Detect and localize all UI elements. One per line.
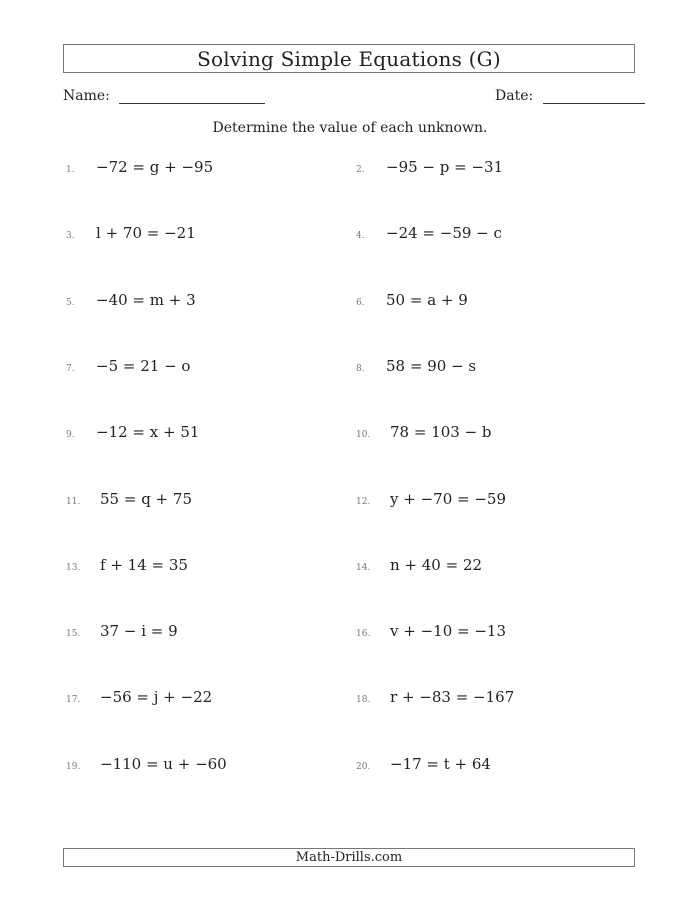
problem-item — [356, 622, 506, 640]
problem-number: 4. — [356, 231, 365, 242]
problem-item — [356, 357, 476, 375]
problem-equation: 58 = 90 − s — [386, 356, 477, 375]
name-field — [63, 88, 265, 104]
problem-equation: 50 = a + 9 — [386, 290, 468, 309]
date-field — [495, 88, 645, 104]
problem-number: 10. — [356, 430, 371, 441]
problem-number: 20. — [356, 761, 371, 772]
date-blank-line — [543, 89, 645, 104]
problem-number: 1. — [66, 165, 75, 175]
problem-number: 6. — [356, 297, 365, 308]
problem-item — [356, 490, 506, 508]
problem-equation: −110 = u + −60 — [100, 754, 227, 773]
problem-number: 7. — [66, 363, 75, 374]
problem-item — [356, 423, 492, 441]
footer — [63, 848, 635, 867]
problem-item — [356, 224, 502, 242]
name-label: Name: — [63, 88, 110, 104]
problem-item — [66, 158, 213, 176]
problem-item — [356, 755, 491, 773]
problem-number: 17. — [66, 695, 81, 706]
problem-number: 2. — [356, 165, 365, 175]
problem-number: 11. — [66, 496, 81, 507]
problem-equation: v + −10 = −13 — [390, 622, 506, 641]
problem-number: 16. — [356, 629, 371, 640]
problem-number: 12. — [356, 496, 371, 507]
problem-number: 18. — [356, 695, 371, 706]
problem-item — [356, 291, 468, 309]
problem-equation: 55 = q + 75 — [100, 489, 192, 508]
problem-equation: −72 = g + −95 — [96, 158, 214, 176]
problem-number: 3. — [66, 231, 75, 242]
problem-equation: −56 = j + −22 — [100, 688, 213, 707]
problem-equation: −95 − p = −31 — [386, 158, 504, 176]
problem-item — [66, 556, 188, 574]
problem-number: 13. — [66, 562, 81, 573]
problem-equation: l + 70 = −21 — [96, 224, 196, 243]
worksheet-title — [63, 44, 635, 73]
problem-equation: −24 = −59 − c — [386, 224, 502, 243]
problem-equation: −5 = 21 − o — [96, 356, 191, 375]
problem-item — [66, 755, 227, 773]
problem-item — [356, 158, 503, 176]
problem-equation: −12 = x + 51 — [96, 423, 200, 442]
problem-equation: −40 = m + 3 — [96, 290, 196, 309]
date-label: Date: — [495, 88, 534, 104]
problem-item — [66, 423, 199, 441]
problem-item — [356, 688, 514, 706]
problem-equation: 78 = 103 − b — [390, 423, 492, 442]
problem-number: 5. — [66, 297, 75, 308]
problem-number: 15. — [66, 629, 81, 640]
problem-equation: n + 40 = 22 — [390, 555, 483, 574]
problem-item — [66, 490, 192, 508]
problem-equation: f + 14 = 35 — [100, 555, 188, 574]
footer-text: Math-Drills.com — [295, 850, 403, 865]
instructions: Determine the value of each unknown. — [212, 120, 488, 136]
problem-equation: −17 = t + 64 — [390, 754, 491, 773]
worksheet-title-text: Solving Simple Equations (G) — [197, 46, 501, 71]
problem-item — [66, 291, 196, 309]
problem-equation: y + −70 = −59 — [390, 489, 506, 508]
problem-number: 14. — [356, 562, 371, 573]
problem-item — [66, 357, 190, 375]
problem-item — [66, 224, 196, 242]
problem-number: 9. — [66, 430, 75, 441]
problem-equation: r + −83 = −167 — [390, 688, 515, 707]
name-blank-line — [119, 89, 265, 104]
problem-equation: 37 − i = 9 — [100, 622, 178, 641]
problem-item — [66, 622, 178, 640]
problem-number: 19. — [66, 761, 81, 772]
problem-item — [356, 556, 482, 574]
problem-item — [66, 688, 212, 706]
problem-number: 8. — [356, 363, 365, 374]
